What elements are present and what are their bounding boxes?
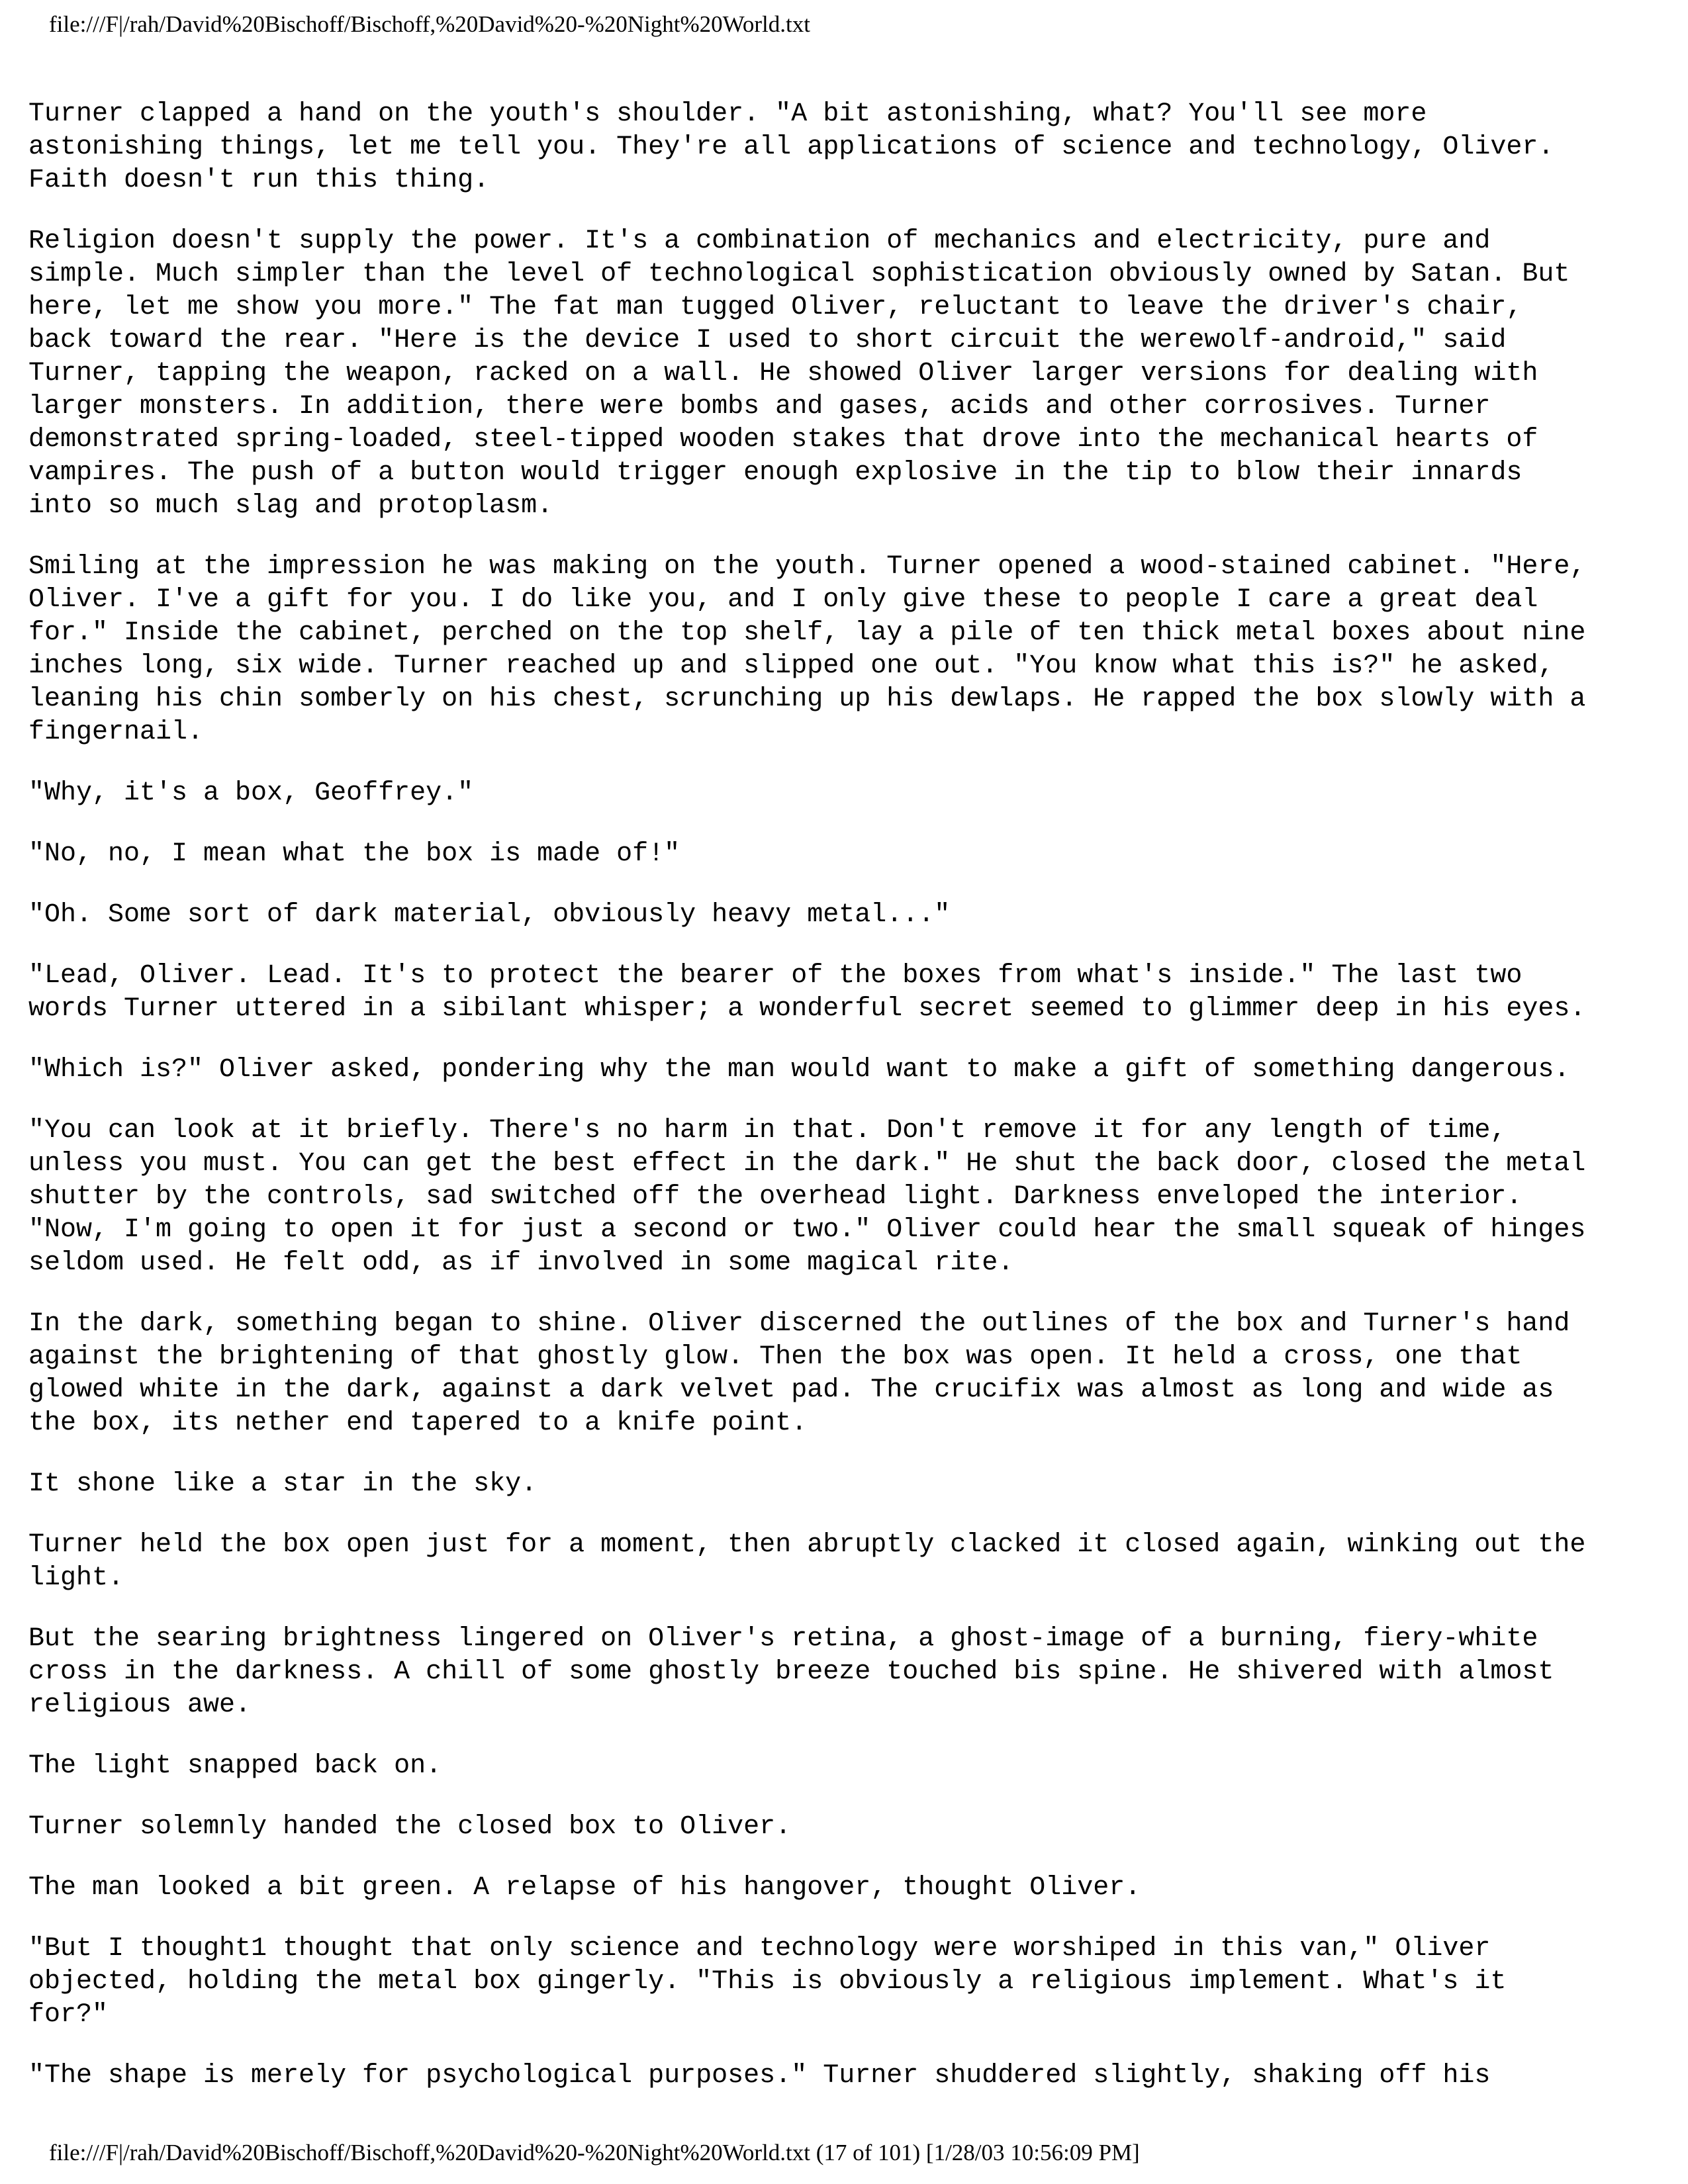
- text-line: Religion doesn't supply the power. It's a combination of mechanics and electricity, pure and: [28, 226, 1491, 256]
- paragraph: [28, 551, 1670, 749]
- document-body: [28, 98, 1670, 2120]
- text-line: larger monsters. In addition, there were bombs and gases, acids and other corrosives. Turner: [28, 392, 1491, 422]
- paragraph: [28, 1750, 1670, 1783]
- text-line: "The shape is merely for psychological purposes." Turner shuddered slightly, shaking off his: [28, 2061, 1491, 2091]
- paragraph: [28, 1872, 1670, 1905]
- text-line: Turner solemnly handed the closed box to Oliver.: [28, 1812, 792, 1842]
- paragraph: [28, 1811, 1670, 1844]
- text-line: Smiling at the impression he was making on the youth. Turner opened a wood-stained cabinet. "Here,: [28, 552, 1586, 582]
- paragraph: [28, 899, 1670, 932]
- text-line: unless you must. You can get the best effect in the dark." He shut the back door, closed the metal: [28, 1149, 1586, 1179]
- text-line: the box, its nether end tapered to a knife point.: [28, 1408, 808, 1438]
- paragraph: [28, 98, 1670, 197]
- text-line: glowed white in the dark, against a dark velvet pad. The crucifix was almost as long and wide as: [28, 1375, 1554, 1405]
- text-line: "You can look at it briefly. There's no harm in that. Don't remove it for any length of time,: [28, 1116, 1507, 1146]
- text-line: The light snapped back on.: [28, 1751, 442, 1781]
- paragraph: [28, 960, 1670, 1026]
- text-line: "But I thought1 thought that only science and technology were worshiped in this van," Oliver: [28, 1934, 1491, 1964]
- text-line: leaning his chin somberly on his chest, scrunching up his dewlaps. He rapped the box slowly with a: [28, 684, 1586, 714]
- text-line: Turner clapped a hand on the youth's shoulder. "A bit astonishing, what? You'll see more: [28, 99, 1427, 129]
- text-line: cross in the darkness. A chill of some ghostly breeze touched bis spine. He shivered with almost: [28, 1657, 1554, 1687]
- text-line: "Which is?" Oliver asked, pondering why the man would want to make a gift of something dangerous.: [28, 1055, 1570, 1085]
- text-line: into so much slag and protoplasm.: [28, 491, 553, 521]
- text-line: "Why, it's a box, Geoffrey.": [28, 778, 474, 808]
- paragraph: [28, 777, 1670, 810]
- paragraph: [28, 1529, 1670, 1595]
- text-line: "Oh. Some sort of dark material, obviously heavy metal...": [28, 900, 951, 930]
- text-line: Faith doesn't run this thing.: [28, 165, 490, 195]
- paragraph: [28, 1623, 1670, 1722]
- text-line: simple. Much simpler than the level of technological sophistication obviously owned by Satan. But: [28, 259, 1570, 289]
- text-line: for?": [28, 2000, 109, 2030]
- paragraph: [28, 1115, 1670, 1280]
- paragraph: [28, 1308, 1670, 1440]
- text-line: In the dark, something began to shine. Oliver discerned the outlines of the box and Turner's hand: [28, 1309, 1570, 1339]
- text-line: vampires. The push of a button would trigger enough explosive in the tip to blow their innards: [28, 458, 1523, 488]
- text-line: Turner held the box open just for a moment, then abruptly clacked it closed again, winking out the: [28, 1530, 1586, 1560]
- text-line: here, let me show you more." The fat man tugged Oliver, reluctant to leave the driver's chair,: [28, 293, 1523, 322]
- text-line: against the brightening of that ghostly glow. Then the box was open. It held a cross, one that: [28, 1342, 1523, 1372]
- text-line: fingernail.: [28, 717, 204, 747]
- text-line: seldom used. He felt odd, as if involved in some magical rite.: [28, 1248, 1014, 1278]
- text-line: objected, holding the metal box gingerly. "This is obviously a religious implement. What's it: [28, 1967, 1507, 1997]
- text-line: Oliver. I've a gift for you. I do like you, and I only give these to people I care a great deal: [28, 585, 1538, 615]
- text-line: astonishing things, let me tell you. They're all applications of science and technology, Oliver.: [28, 132, 1554, 162]
- text-line: It shone like a star in the sky.: [28, 1469, 538, 1499]
- text-line: demonstrated spring-loaded, steel-tipped wooden stakes that drove into the mechanical hearts of: [28, 425, 1538, 455]
- text-line: for." Inside the cabinet, perched on the top shelf, lay a pile of ten thick metal boxes about nine: [28, 618, 1586, 648]
- paragraph: [28, 225, 1670, 523]
- paragraph: [28, 1468, 1670, 1501]
- paragraph: [28, 2060, 1670, 2093]
- text-line: But the searing brightness lingered on Oliver's retina, a ghost-image of a burning, fiery-white: [28, 1624, 1538, 1654]
- paragraph: [28, 1933, 1670, 2032]
- text-line: The man looked a bit green. A relapse of his hangover, thought Oliver.: [28, 1873, 1141, 1903]
- paragraph: [28, 1054, 1670, 1087]
- text-line: shutter by the controls, sad switched off the overhead light. Darkness enveloped the interior.: [28, 1182, 1523, 1212]
- paragraph: [28, 838, 1670, 871]
- text-line: back toward the rear. "Here is the device I used to short circuit the werewolf-android," said: [28, 326, 1507, 355]
- text-line: "Lead, Oliver. Lead. It's to protect the bearer of the boxes from what's inside." The last two: [28, 961, 1523, 991]
- text-line: light.: [28, 1563, 124, 1593]
- page-footer: file:///F|/rah/David%20Bischoff/Bischoff,%20David%20-%20Night%20World.txt (17 of 101) [1/28/03 10:56:09 PM]: [49, 2140, 1140, 2165]
- text-line: words Turner uttered in a sibilant whisper; a wonderful secret seemed to glimmer deep in his eyes.: [28, 994, 1586, 1024]
- text-line: religious awe.: [28, 1690, 252, 1720]
- text-line: Turner, tapping the weapon, racked on a wall. He showed Oliver larger versions for dealing with: [28, 359, 1538, 388]
- text-line: "No, no, I mean what the box is made of!": [28, 839, 680, 869]
- text-line: inches long, six wide. Turner reached up and slipped one out. "You know what this is?" he asked,: [28, 651, 1554, 681]
- page-header-url: file:///F|/rah/David%20Bischoff/Bischoff,%20David%20-%20Night%20World.txt: [49, 11, 810, 37]
- text-line: "Now, I'm going to open it for just a second or two." Oliver could hear the small squeak of hinges: [28, 1215, 1586, 1245]
